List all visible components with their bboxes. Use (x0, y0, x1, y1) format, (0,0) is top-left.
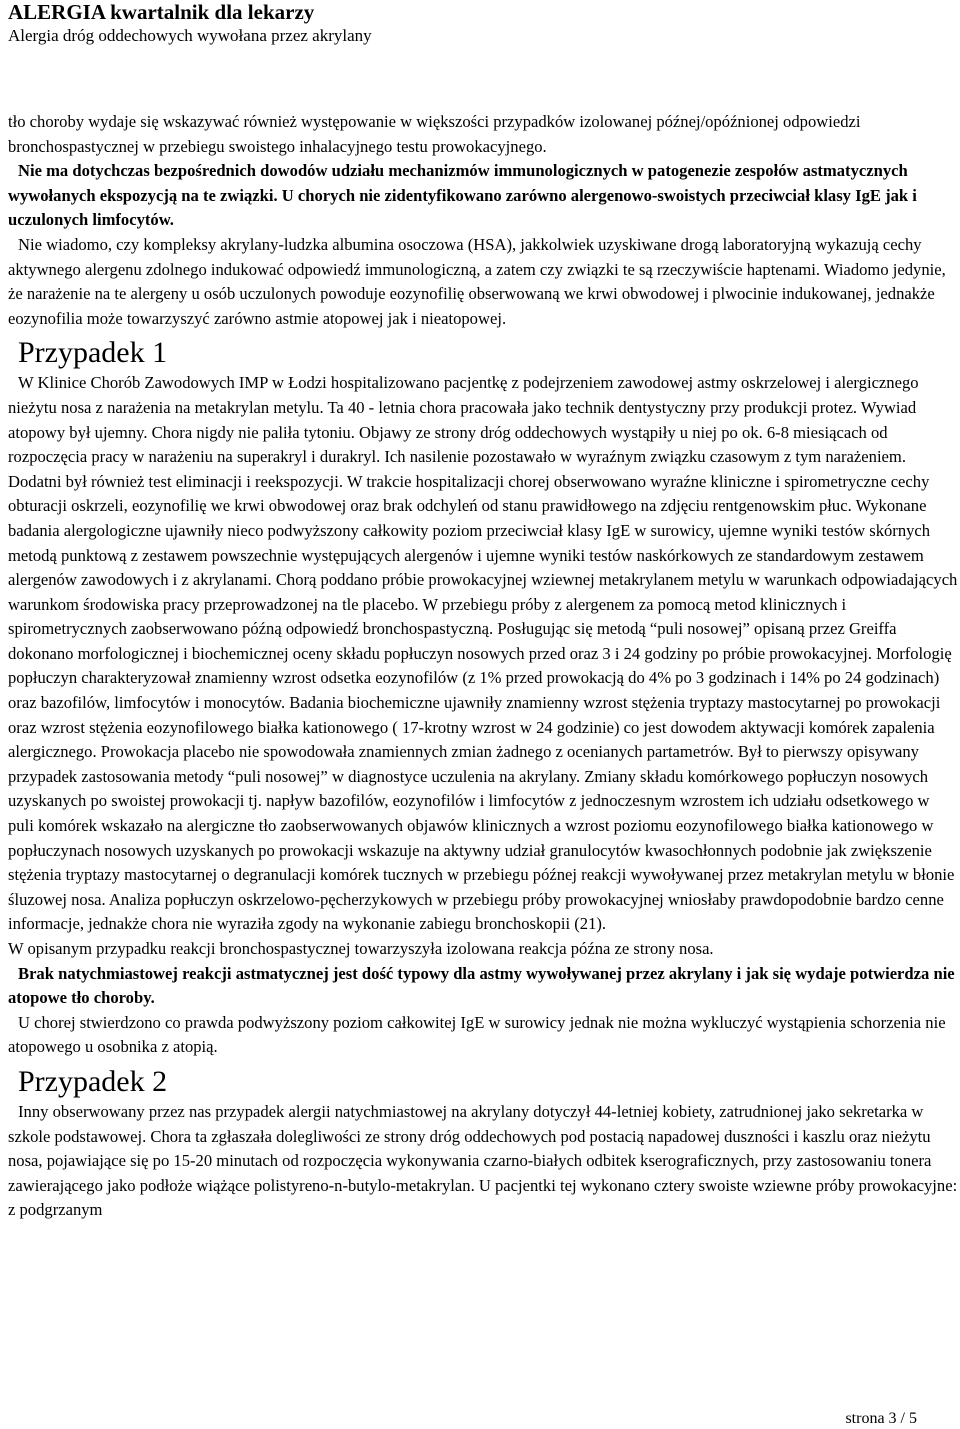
journal-title: ALERGIA kwartalnik dla lekarzy (8, 0, 315, 24)
page-number: strona 3 / 5 (845, 1410, 917, 1427)
section-heading-case-1: Przypadek 1 (18, 336, 168, 370)
paragraph-bold: Brak natychmiastowej reakcji astmatycznej jest dość typowy dla astmy wywoływanej przez akrylany i jak się wydaje potwierdza nie atopowe tło choroby. (8, 963, 955, 1008)
section-heading-case-2: Przypadek 2 (18, 1064, 168, 1098)
document-header (8, 0, 372, 47)
paragraph: W opisanym przypadku reakcji bronchospastycznej towarzyszyła izolowana reakcja późna ze strony nosa. (8, 939, 714, 958)
paragraph: Nie wiadomo, czy kompleksy akrylany-ludzka albumina osoczowa (HSA), jakkolwiek uzyskiwane drogą laboratoryjną wykazują cechy aktywnego alergenu zdolnego indukować odpowiedź immunologiczną, a zatem czy związki te są rzeczywiście haptenami. Wiadomo jedynie, że narażenie na te alergeny u osób uczulonych powoduje eozynofilię obserwowaną we krwi obwodowej i plwocinie indukowanej, jednakże eozynofilia może towarzyszyć zarówno astmie atopowej jak i nieatopowej. (8, 234, 946, 328)
paragraph: Inny obserwowany przez nas przypadek alergii natychmiastowej na akrylany dotyczył 44-letniej kobiety, zatrudnionej jako sekretarka w szkole podstawowej. Chora ta zgłaszała dolegliwości ze strony dróg oddechowych pod postacią napadowej duszności i kaszlu oraz nieżytu nosa, pojawiające się po 15-20 minutach od rozpoczęcia wykonywania czarno-białych odbitek kserograficznych, przy zastosowaniu tonera zawierającego jako podłoże wiążące polistyreno-n-butylo-metakrylan. U pacjentki tej wykonano cztery swoiste wziewne próby prowokacyjne: z podgrzanym (8, 1101, 958, 1220)
paragraph: W Klinice Chorób Zawodowych IMP w Łodzi hospitalizowano pacjentkę z podejrzeniem zawodowej astmy oskrzelowej i alergicznego nieżytu nosa z narażenia na metakrylan metylu. Ta 40 - letnia chora pracowała jako technik dentystyczny przy produkcji protez. Wywiad atopowy był ujemny. Chora nigdy nie paliła tytoniu. Objawy ze strony dróg oddechowych wystąpiły u niej po ok. 6-8 miesiącach od rozpoczęcia pracy w narażeniu na superakryl i durakryl. Ich nasilenie pozostawało w wyraźnym związku czasowym z tym narażeniem. Dodatni był również test eliminacji i reekspozycji. W trakcie hospitalizacji chorej obserwowano wyraźne kliniczne i spirometryczne cechy obturacji oskrzeli, eozynofilię we krwi obwodowej oraz brak odchyleń od stanu prawidłowego na zdjęciu rentgenowskim płuc. Wykonane badania alergologiczne ujawniły nieco podwyższony całkowity poziom przeciwciał klasy IgE w surowicy, ujemne wyniki testów skórnych metodą punktową z zestawem powszechnie występujących alergenów i ujemne wyniki testów naskórkowych ze standardowym zestawem alergenów zawodowych i z akrylanami. Chorą poddano próbie prowokacyjnej wziewnej metakrylanem metylu w warunkach odpowiadających warunkom środowiska pracy przeprowadzonej na tle placebo. W przebiegu próby z alergenem za pomocą metod klinicznych i spirometrycznych zaobserwowano późną odpowiedź bronchospastyczną. Posługując się metodą “puli nosowej” opisaną przez Greiffa dokonano morfologicznej i biochemicznej oceny składu popłuczyn nosowych przed oraz 3 i 24 godziny po próbie prowokacyjnej. Morfologię popłuczyn charakteryzował znamienny wzrost odsetka eozynofilów (z 1% przed prowokacją do 4% po 3 godzinach i 14% po 24 godzinach) oraz bazofilów, limfocytów i monocytów. Badania biochemiczne ujawniły znamienny wzrost stężenia tryptazy mastocytarnej po prowokacji oraz wzrost stężenia eozynofilowego białka kationowego ( 17-krotny wzrost w 24 godzinie) co jest dowodem aktywacji komórek zapalenia alergicznego. Prowokacja placebo nie spowodowała znamiennych zmian żadnego z ocenianych partametrów. Był to pierwszy opisywany przypadek zastosowania metody “puli nosowej” w diagnostyce uczulenia na akrylany. Zmiany składu komórkowego popłuczyn nosowych uzyskanych po swoistej prowokacji tj. napływ bazofilów, eozynofilów i limfocytów z jednoczesnym wzrostem ich udziału odsetkowego w puli komórek wskazało na alergiczne tło zaobserwowanych objawów klinicznych a wzrost poziomu eozynofilowego białka kationowego w popłuczynach nosowych uzyskanych po prowokacji wskazuje na aktywny udział granulocytów kwasochłonnych podobnie jak zwiększenie stężenia tryptazy mastocytarnej o degranulacji komórek tucznych w przebiegu późnej reakcji wywoływanej przez metakrylan metylu w błonie śluzowej nosa. Analiza popłuczyn oskrzelowo-pęcherzykowych w przebiegu próby prowokacyjnej wniosłaby prawdopodobnie bardzo cenne informacje, jednakże chora nie wyraziła zgody na wykonanie zabiegu bronchoskopii (21). (8, 373, 958, 934)
paragraph-bold: Nie ma dotychczas bezpośrednich dowodów udziału mechanizmów immunologicznych w patogenezie zespołów astmatycznych wywołanych ekspozycją na te związki. U chorych nie zidentyfikowano zarówno alergenowo-swoistych przeciwciał klasy IgE jak i uczulonych limfocytów. (8, 161, 917, 230)
paragraph: U chorej stwierdzono co prawda podwyższony poziom całkowitej IgE w surowicy jednak nie można wykluczyć wystąpienia schorzenia nie atopowego u osobnika z atopią. (8, 1012, 946, 1057)
article-title: Alergia dróg oddechowych wywołana przez akrylany (8, 26, 372, 45)
paragraph: tło choroby wydaje się wskazywać również występowanie w większości przypadków izolowanej późnej/opóźnionej odpowiedzi bronchospastycznej w przebiegu swoistego inhalacyjnego testu prowokacyjnego. (8, 112, 861, 156)
article-body (8, 110, 958, 1223)
